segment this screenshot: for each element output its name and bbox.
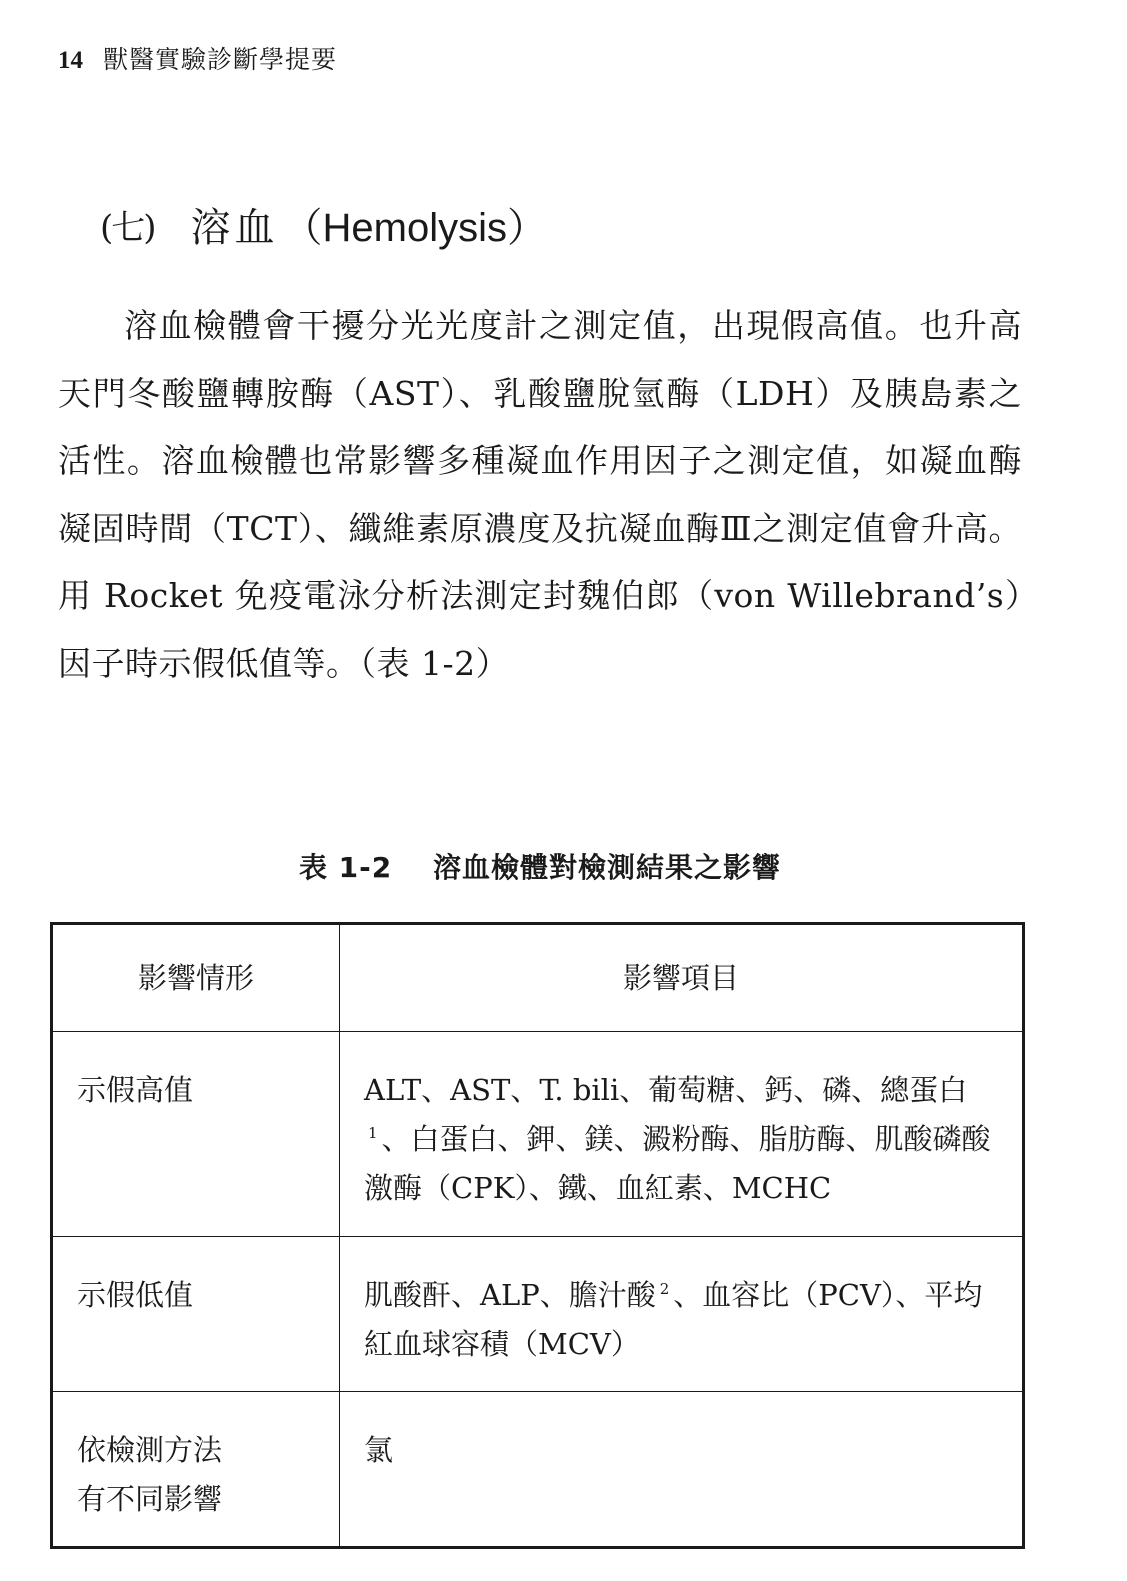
row-condition [52, 1392, 340, 1548]
running-header [58, 40, 337, 76]
table-header-row [52, 924, 1024, 1032]
row-condition: 示假高值 [52, 1032, 340, 1237]
items-text: ALT、AST、T. bili、葡萄糖、鈣、磷、總蛋白 [364, 1073, 968, 1107]
condition-line: 有不同影響 [77, 1482, 223, 1516]
row-condition: 示假低值 [52, 1237, 340, 1392]
row-items: 氯 [340, 1392, 1024, 1548]
book-title: 獸醫實驗診斷學提要 [103, 45, 338, 74]
section-number: (七) [100, 208, 155, 248]
table-row [52, 1032, 1024, 1237]
table-caption-label: 表 1-2 [298, 851, 393, 884]
items-text: 肌酸酐、ALP、膽汁酸 [364, 1278, 656, 1312]
row-items [340, 1032, 1024, 1237]
table-row [52, 1392, 1024, 1548]
section-heading [100, 196, 547, 253]
page-number: 14 [58, 47, 83, 74]
items-text: 、白蛋白、鉀、鎂、澱粉酶、脂肪酶、肌酸磷酸激酶（CPK）、鐵、血紅素、MCHC [364, 1122, 991, 1205]
body-paragraph: 溶血檢體會干擾分光光度計之測定值，出現假高值。也升高天門冬酸鹽轉胺酶（AST）、乳酸鹽脫氫酶（LDH）及胰島素之活性。溶血檢體也常影響多種凝血作用因子之測定值，如凝血酶凝固時間（TCT）、纖維素原濃度及抗凝血酶Ⅲ之測定值會升高。用 Rocket 免疫電泳分析法測定封魏伯郎（von Willebrand’s）因子時示假低值等。（表 1-2） [58, 306, 1022, 683]
footnote-marker: 1 [368, 1124, 378, 1143]
condition-line: 依檢測方法 [77, 1433, 223, 1467]
header-condition: 影響情形 [52, 924, 340, 1032]
items-text: 、血容比（PCV）、平均紅血球容積（MCV） [364, 1278, 983, 1361]
table-row [52, 1237, 1024, 1392]
section-title-en: （Hemolysis） [282, 206, 548, 250]
table-caption-title: 溶血檢體對檢測結果之影響 [433, 851, 782, 884]
section-title-zh: 溶血 [190, 205, 279, 251]
footnote-marker: 2 [659, 1280, 670, 1299]
table-caption [0, 846, 1080, 886]
row-items [340, 1237, 1024, 1392]
hemolysis-effects-table [50, 922, 1025, 1549]
header-items: 影響項目 [340, 924, 1024, 1032]
